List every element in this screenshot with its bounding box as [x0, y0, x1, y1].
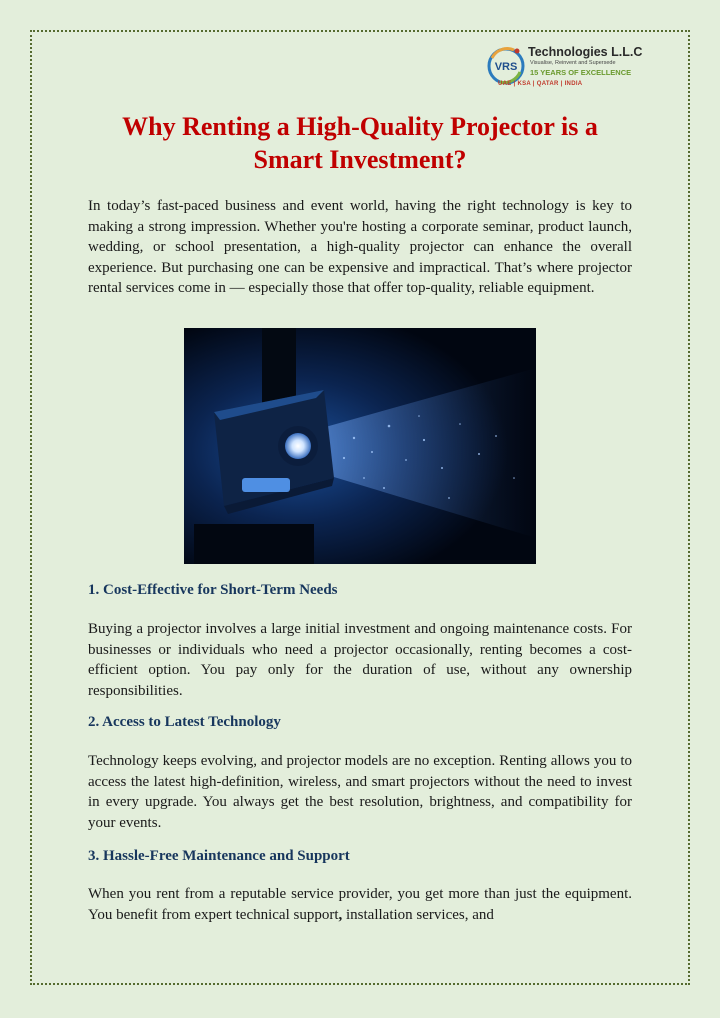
logo-tagline: Visualise, Reinvent and Supersede [530, 60, 616, 66]
logo-regions: UAE | KSA | QATAR | INDIA [498, 81, 583, 87]
section-body-3-text-end: installation services, and [342, 906, 494, 923]
page-title: Why Renting a High-Quality Projector is a Smart Investment? [122, 112, 598, 174]
section-body-2: Technology keeps evolving, and projector models are no exception. Renting allows you to access the latest high-definition, wireless, and smart projectors without the need to invest in every upgrade. You always get the best resolution, brightness, and compatibility for your events. [88, 753, 632, 831]
section-body-3-bold-comma: , [338, 906, 343, 923]
logo-years: 15 YEARS OF EXCELLENCE [530, 68, 632, 77]
section-body-3 [88, 884, 632, 925]
projector-photo [184, 328, 536, 564]
logo-title: Technologies L.L.C [528, 45, 643, 59]
intro-paragraph: In today’s fast-paced business and event world, having the right technology is key to making a strong impression. Whether you're hosting a corporate seminar, product launch, wedding, or school presentation, a high-quality projector can enhance the overall experience. But purchasing one can be expensive and impractical. That’s where projector rental services come in — especially those that offer top-quality, reliable equipment. [88, 198, 632, 297]
section-heading-2: 2. Access to Latest Technology [88, 714, 281, 730]
section-heading-3: 3. Hassle-Free Maintenance and Support [88, 848, 350, 864]
section-heading-1: 1. Cost-Effective for Short-Term Needs [88, 582, 338, 598]
section-body-3-text: When you rent from a reputable service provider, you get more than just the equipment. You benefit from expert technical support [88, 886, 632, 923]
company-logo [484, 44, 644, 92]
logo-mark-text: VRS [494, 61, 518, 73]
projector-image [184, 328, 536, 564]
section-body-1: Buying a projector involves a large initial investment and ongoing maintenance costs. For businesses or individuals who need a projector occasionally, renting becomes a cost-efficient option. You pay only for the duration of use, without any ownership responsibilities. [88, 621, 632, 699]
